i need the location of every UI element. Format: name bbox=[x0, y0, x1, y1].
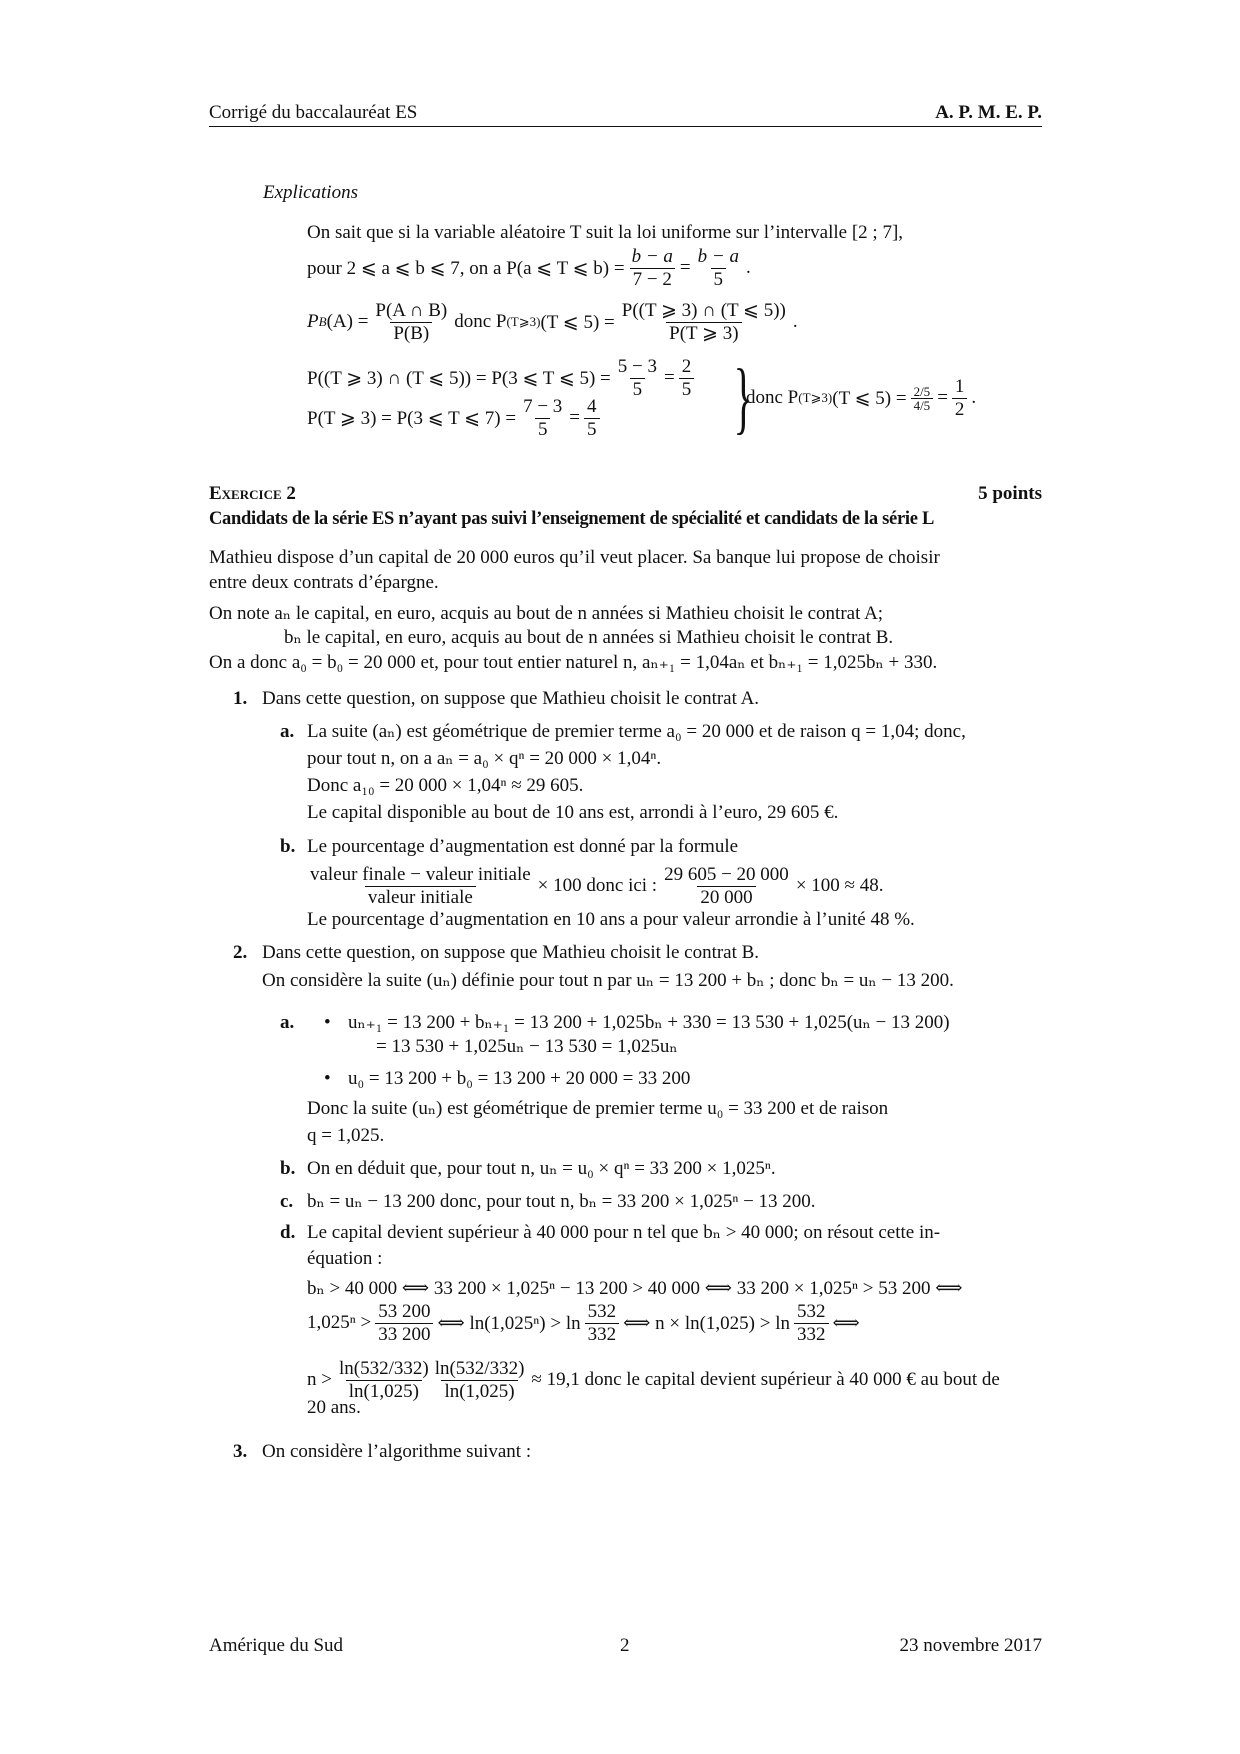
exercise-title: Exercice 2 bbox=[209, 483, 296, 504]
num: valeur finale − valeur initiale bbox=[310, 863, 531, 885]
q2d-line-6: 20 ans. bbox=[307, 1397, 361, 1418]
den: 5 bbox=[584, 418, 600, 441]
text: (T ⩽ 5) = bbox=[540, 311, 615, 333]
q2-text: Dans cette question, on suppose que Mathieu choisit le contrat B. bbox=[262, 942, 760, 963]
q2c-text: bₙ = uₙ − 13 200 donc, pour tout n, bₙ = 33 200 × 1,025ⁿ − 13 200. bbox=[307, 1191, 816, 1212]
fraction bbox=[629, 246, 676, 291]
num: b − a bbox=[697, 245, 739, 267]
fraction bbox=[375, 1301, 433, 1346]
num: 532 bbox=[587, 1300, 617, 1322]
fraction bbox=[585, 1301, 620, 1346]
text: (T ⩽ 5) = bbox=[832, 387, 907, 409]
intro-line-1: Mathieu dispose d’un capital de 20 000 euros qu’il veut placer. Sa banque lui propose de choisir bbox=[209, 547, 940, 568]
q2d-line-1: Le capital devient supérieur à 40 000 pour n tel que bₙ > 40 000; on résout cette in- bbox=[307, 1222, 941, 1243]
text: ⟺ ln(1,025ⁿ) > ln bbox=[437, 1312, 581, 1334]
q2a-line-4: Donc la suite (uₙ) est géométrique de premier terme u₀ = 33 200 et de raison bbox=[307, 1098, 889, 1119]
fraction bbox=[911, 385, 934, 412]
text: pour 2 ⩽ a ⩽ b ⩽ 7, on a P(a ⩽ T ⩽ b) = bbox=[307, 257, 625, 279]
den: 5 bbox=[679, 378, 695, 401]
exercise-subtitle: Candidats de la série ES n’ayant pas suivi l’enseignement de spécialité et candidats de la série L bbox=[209, 509, 935, 529]
fraction bbox=[679, 356, 695, 401]
num: 29 605 − 20 000 bbox=[664, 863, 789, 885]
q2d-line-3: bₙ > 40 000 ⟺ 33 200 × 1,025ⁿ − 13 200 > 40 000 ⟺ 33 200 × 1,025ⁿ > 53 200 ⟺ bbox=[307, 1278, 963, 1299]
text: donc P bbox=[454, 311, 507, 332]
text: P bbox=[307, 311, 319, 332]
fraction bbox=[952, 376, 968, 421]
dot: . bbox=[792, 311, 798, 332]
den: P(B) bbox=[390, 322, 432, 345]
intro-line-5: On a donc a₀ = b₀ = 20 000 et, pour tout entier naturel n, aₙ₊₁ = 1,04aₙ et bₙ₊₁ = 1,025bₙ + 330. bbox=[209, 652, 938, 673]
num: ln(532/332) bbox=[338, 1357, 429, 1379]
den: 2 bbox=[952, 398, 968, 421]
footer-right: 23 novembre 2017 bbox=[899, 1635, 1042, 1656]
header-right: A. P. M. E. P. bbox=[935, 102, 1042, 123]
eq: = bbox=[679, 257, 691, 278]
explications-title: Explications bbox=[263, 182, 358, 203]
text: P(T ⩾ 3) = P(3 ⩽ T ⩽ 7) = bbox=[307, 407, 517, 429]
dot: . bbox=[971, 387, 977, 408]
den: 332 bbox=[585, 1323, 620, 1346]
q2d-line-5 bbox=[307, 1352, 1000, 1408]
q2b-text: On en déduit que, pour tout n, uₙ = u₀ × qⁿ = 33 200 × 1,025ⁿ. bbox=[307, 1158, 776, 1179]
fraction bbox=[661, 864, 792, 909]
q1a-label: a. bbox=[280, 721, 295, 742]
den: 20 000 bbox=[697, 886, 755, 909]
q2a-line-3: u₀ = 13 200 + b₀ = 13 200 + 20 000 = 33 200 bbox=[348, 1068, 691, 1089]
page-number: 2 bbox=[620, 1635, 630, 1656]
dot: . bbox=[745, 257, 751, 278]
num: 5 − 3 bbox=[617, 355, 657, 377]
q1a-line-4: Le capital disponible au bout de 10 ans est, arrondi à l’euro, 29 605 €. bbox=[307, 802, 839, 823]
q3-text: On considère l’algorithme suivant : bbox=[262, 1441, 532, 1462]
den: 5 bbox=[711, 268, 727, 291]
num: ln(532/332) bbox=[434, 1357, 525, 1379]
fraction bbox=[794, 1301, 829, 1346]
q1a-line-1: La suite (aₙ) est géométrique de premier terme a₀ = 20 000 et de raison q = 1,04; donc, bbox=[307, 721, 966, 742]
text: donc P bbox=[746, 387, 799, 408]
q2b-label: b. bbox=[280, 1158, 296, 1179]
fraction bbox=[615, 356, 660, 401]
intro-line-3: On note aₙ le capital, en euro, acquis au bout de n années si Mathieu choisit le contrat A; bbox=[209, 603, 884, 624]
q2a-label: a. bbox=[280, 1012, 295, 1033]
text: ≈ 19,1 donc le capital devient supérieur à 40 000 € au bout de bbox=[531, 1369, 1000, 1390]
text: n > bbox=[307, 1369, 332, 1390]
text: P((T ⩾ 3) ∩ (T ⩽ 5)) = P(3 ⩽ T ⩽ 5) = bbox=[307, 367, 611, 389]
den: 4/5 bbox=[911, 398, 934, 412]
sub: B bbox=[318, 314, 327, 329]
text: 1,025ⁿ > bbox=[307, 1312, 372, 1333]
eq: = bbox=[569, 407, 581, 428]
den: valeur initiale bbox=[365, 886, 476, 909]
den: 332 bbox=[794, 1323, 829, 1346]
right-brace: } bbox=[733, 354, 753, 442]
q3-number: 3. bbox=[233, 1441, 248, 1462]
q2d-line-2: équation : bbox=[307, 1248, 383, 1269]
text: (A) = bbox=[326, 311, 369, 332]
q1b-label: b. bbox=[280, 836, 296, 857]
q1a-line-3: Donc a₁₀ = 20 000 × 1,04ⁿ ≈ 29 605. bbox=[307, 775, 584, 796]
q1-text: Dans cette question, on suppose que Mathieu choisit le contrat A. bbox=[262, 688, 760, 709]
q1a-line-2: pour tout n, on a aₙ = a₀ × qⁿ = 20 000 × 1,04ⁿ. bbox=[307, 748, 662, 769]
expl-line-5 bbox=[307, 390, 604, 446]
den: ln(1,025) bbox=[346, 1380, 422, 1403]
text: × 100 donc ici : bbox=[537, 875, 658, 896]
expl-line-2 bbox=[307, 240, 751, 296]
q2d-label: d. bbox=[280, 1222, 296, 1243]
num: 4 bbox=[587, 395, 597, 417]
intro-line-4: bₙ le capital, en euro, acquis au bout de n années si Mathieu choisit le contrat B. bbox=[284, 627, 894, 648]
den: P(T ⩾ 3) bbox=[666, 322, 741, 345]
text: ⟺ n × ln(1,025) > ln bbox=[623, 1312, 790, 1334]
den: ln(1,025) bbox=[441, 1380, 517, 1403]
q1-number: 1. bbox=[233, 688, 248, 709]
num: b − a bbox=[631, 245, 673, 267]
den: 33 200 bbox=[375, 1323, 433, 1346]
q1b-line-1: Le pourcentage d’augmentation est donné par la formule bbox=[307, 836, 739, 857]
eq: = bbox=[937, 387, 948, 408]
q2a-line-5: q = 1,025. bbox=[307, 1125, 385, 1146]
q2d-line-4 bbox=[307, 1295, 860, 1351]
fraction bbox=[520, 396, 565, 441]
text: ⟺ bbox=[832, 1312, 860, 1334]
fraction bbox=[372, 300, 450, 345]
q2-text-2: On considère la suite (uₙ) définie pour tout n par uₙ = 13 200 + bₙ ; donc bₙ = uₙ − 13 200. bbox=[262, 970, 954, 991]
num: P(A ∩ B) bbox=[375, 299, 448, 321]
bullet: • bbox=[324, 1012, 331, 1033]
sub: (T⩾3) bbox=[798, 390, 833, 405]
exercise-points: 5 points bbox=[978, 483, 1042, 504]
den: 5 bbox=[630, 378, 646, 401]
num: 7 − 3 bbox=[523, 395, 563, 417]
num: 2 bbox=[681, 355, 692, 377]
fraction bbox=[584, 396, 600, 441]
fraction bbox=[695, 246, 742, 291]
num: 532 bbox=[797, 1300, 826, 1322]
expl-conclusion bbox=[746, 370, 976, 426]
sub: (T⩾3) bbox=[506, 314, 541, 329]
intro-line-2: entre deux contrats d’épargne. bbox=[209, 572, 439, 593]
eq: = bbox=[664, 367, 675, 388]
fraction bbox=[432, 1358, 528, 1403]
num: 2/5 bbox=[913, 383, 931, 399]
q2-number: 2. bbox=[233, 942, 248, 963]
q2c-label: c. bbox=[280, 1191, 294, 1212]
fraction bbox=[619, 300, 789, 345]
q2a-line-1: uₙ₊₁ = 13 200 + bₙ₊₁ = 13 200 + 1,025bₙ + 330 = 13 530 + 1,025(uₙ − 13 200) bbox=[348, 1012, 950, 1033]
num: 1 bbox=[954, 375, 965, 397]
expl-line-1: On sait que si la variable aléatoire T suit la loi uniforme sur l’intervalle [2 ; 7], bbox=[307, 222, 904, 243]
bullet: • bbox=[324, 1068, 331, 1089]
den: 7 − 2 bbox=[630, 268, 675, 291]
q2a-line-2: = 13 530 + 1,025uₙ − 13 530 = 1,025uₙ bbox=[376, 1036, 678, 1057]
num: P((T ⩾ 3) ∩ (T ⩽ 5)) bbox=[621, 299, 786, 321]
footer-left: Amérique du Sud bbox=[209, 1635, 344, 1656]
header-rule bbox=[209, 126, 1042, 127]
text: × 100 ≈ 48. bbox=[795, 875, 884, 896]
den: 5 bbox=[535, 418, 551, 441]
q1b-formula bbox=[303, 858, 883, 914]
q1b-line-3: Le pourcentage d’augmentation en 10 ans a pour valeur arrondie à l’unité 48 %. bbox=[307, 909, 915, 930]
header-left: Corrigé du baccalauréat ES bbox=[209, 102, 418, 123]
num: 53 200 bbox=[378, 1300, 431, 1322]
fraction bbox=[307, 864, 534, 909]
expl-line-3 bbox=[307, 294, 798, 350]
